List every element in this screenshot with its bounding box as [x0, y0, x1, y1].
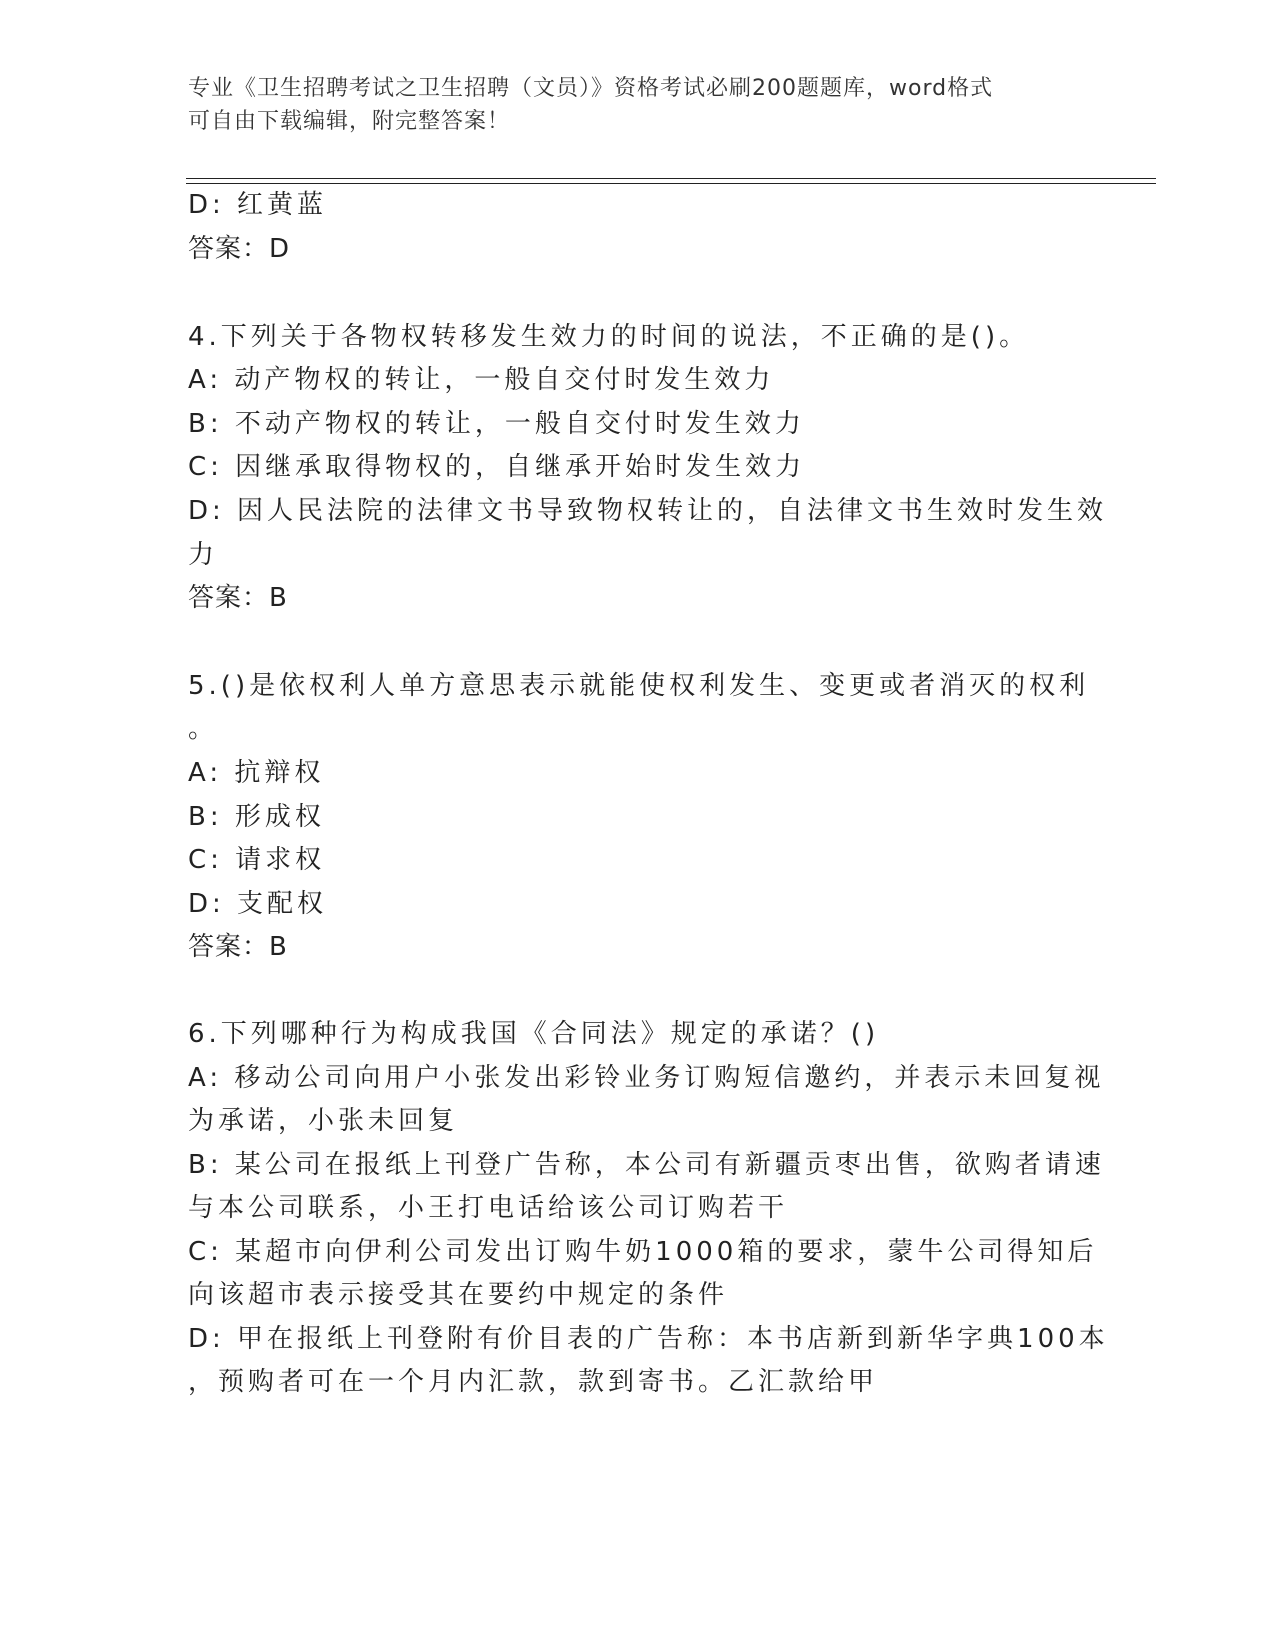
q4-option-d: D: 因人民法院的法律文书导致物权转让的，自法律文书生效时发生效 — [188, 496, 1108, 526]
q5-option-b: B: 形成权 — [188, 802, 325, 832]
q4-option-b: B: 不动产物权的转让，一般自交付时发生效力 — [188, 409, 805, 439]
q5-option-c: C: 请求权 — [188, 845, 326, 875]
q4-option-c: C: 因继承取得物权的，自继承开始时发生效力 — [188, 452, 806, 482]
q5-option-d: D: 支配权 — [188, 889, 328, 919]
header-line-2: 可自由下载编辑，附完整答案！ — [188, 109, 511, 134]
q6-option-c-cont: 向该超市表示接受其在要约中规定的条件 — [188, 1280, 729, 1310]
q5-option-a: A: 抗辩权 — [188, 758, 325, 788]
q3-answer: 答案：D — [188, 234, 291, 264]
q6-option-d: D: 甲在报纸上刊登附有价目表的广告称：本书店新到新华字典100本 — [188, 1324, 1109, 1354]
header-rule-top — [186, 178, 1156, 179]
q4-answer: 答案：B — [188, 583, 288, 613]
q5-answer: 答案：B — [188, 932, 288, 962]
header-rule-bottom — [186, 183, 1156, 184]
q6-option-a-cont: 为承诺，小张未回复 — [188, 1106, 459, 1136]
q3-option-d: D: 红黄蓝 — [188, 190, 328, 220]
q6-option-a: A: 移动公司向用户小张发出彩铃业务订购短信邀约，并表示未回复视 — [188, 1063, 1105, 1093]
q6-stem: 6.下列哪种行为构成我国《合同法》规定的承诺？() — [188, 1019, 880, 1049]
q4-option-d-cont: 力 — [188, 540, 219, 570]
q6-option-c: C: 某超市向伊利公司发出订购牛奶1000箱的要求，蒙牛公司得知后 — [188, 1237, 1098, 1267]
q6-option-b-cont: 与本公司联系，小王打电话给该公司订购若干 — [188, 1193, 789, 1223]
q6-option-d-cont: ，预购者可在一个月内汇款，款到寄书。乙汇款给甲 — [188, 1367, 879, 1397]
header-line-1: 专业《卫生招聘考试之卫生招聘（文员）》资格考试必刷200题题库，word格式 — [188, 76, 994, 101]
q4-option-a: A: 动产物权的转让，一般自交付时发生效力 — [188, 365, 775, 395]
q6-option-b: B: 某公司在报纸上刊登广告称，本公司有新疆贡枣出售，欲购者请速 — [188, 1150, 1105, 1180]
q4-stem: 4.下列关于各物权转移发生效力的时间的说法，不正确的是()。 — [188, 322, 1030, 352]
q5-stem-cont: 。 — [188, 714, 219, 744]
q5-stem: 5.()是依权利人单方意思表示就能使权利发生、变更或者消灭的权利 — [188, 671, 1090, 701]
document-header — [188, 72, 1088, 138]
